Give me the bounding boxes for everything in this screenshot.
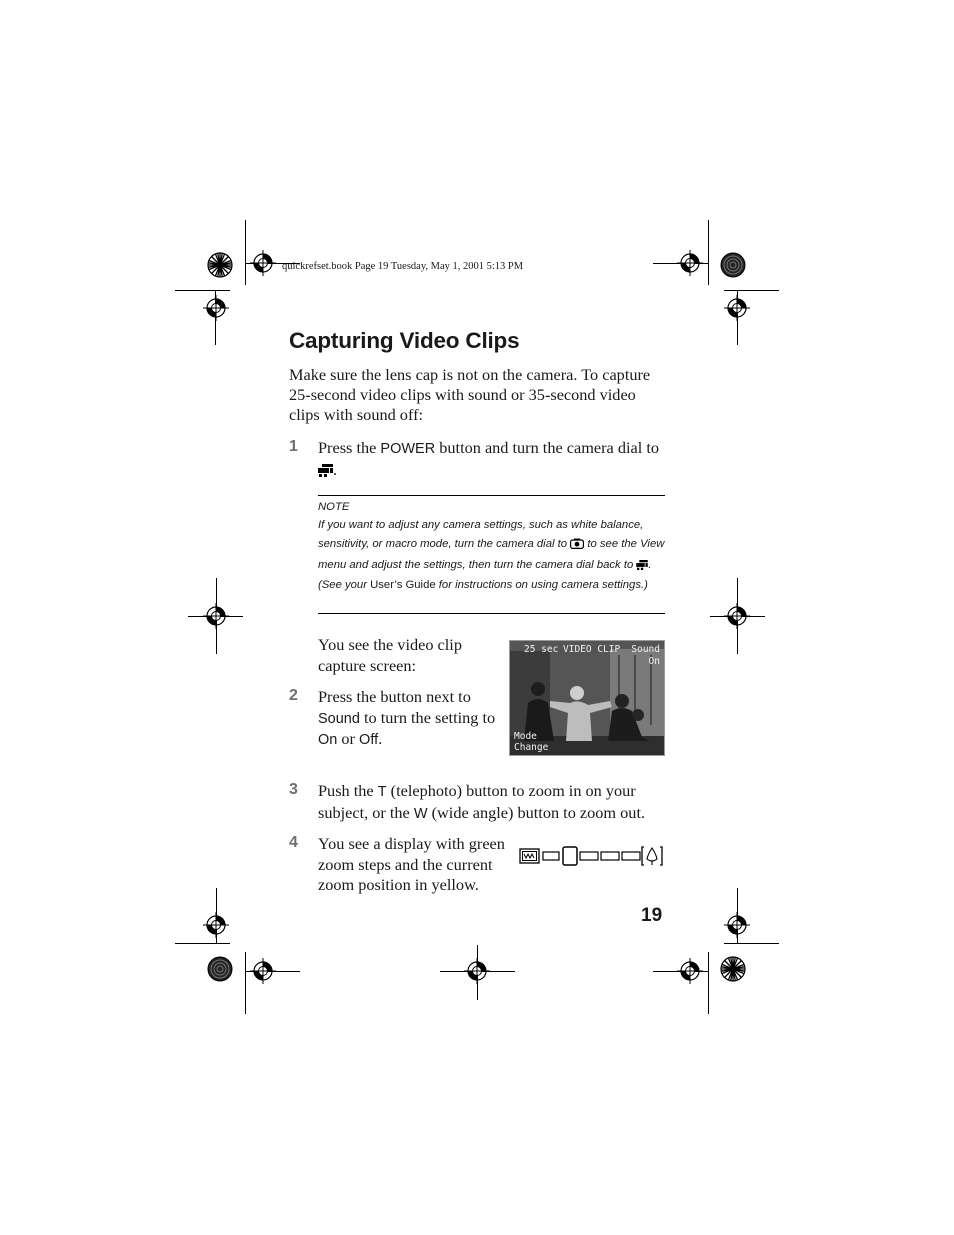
registration-target-icon [203,603,229,629]
registration-target-icon [724,912,750,938]
registration-target-icon [464,958,490,984]
step-number: 2 [289,687,298,704]
step-number: 1 [289,438,298,455]
camera-view-icon [570,537,584,556]
registration-target-icon [203,912,229,938]
page-title: Capturing Video Clips [289,328,520,353]
registration-target-icon [250,958,276,984]
osd-change-label: Change [514,742,549,753]
osd-sound-value: On [648,656,660,667]
note-body: If you want to adjust any camera settings, such as white balance, sensitivity, or macro mode, turn the camera dial to to see the View menu and adjust the settings, then turn the camera dial back to . (See your User’s Guide for instructions on using camera settings.) [318,519,665,592]
starburst-icon [721,253,745,277]
osd-mode-label: Mode [514,731,537,742]
video-dial-icon [636,558,648,577]
osd-sound-label: Sound [631,644,660,655]
video-clip-screen-image [509,640,665,756]
zoom-tele-icon [642,847,662,865]
page-number: 19 [641,905,663,926]
starburst-icon [721,957,745,981]
note-bottom-rule [318,613,665,614]
registration-target-icon [677,250,703,276]
starburst-icon [208,957,232,981]
zoom-wide-icon [520,849,539,863]
registration-target-icon [203,295,229,321]
note-top-rule [318,495,665,496]
step-text: Push the T (telephoto) button to zoom in on your subject, or the W (wide angle) button to zoom out. [318,781,646,822]
registration-target-icon [250,250,276,276]
print-header: quickrefset.book Page 19 Tuesday, May 1, 2001 5:13 PM [282,261,524,272]
osd-timer: 25 sec [524,644,559,655]
step-text: Press the POWER button and turn the camera dial to . [318,438,668,482]
note-label: NOTE [318,501,350,513]
osd-mode: VIDEO CLIP [563,644,621,655]
step-number: 4 [289,834,298,851]
registration-target-icon [677,958,703,984]
registration-target-icon [724,295,750,321]
video-dial-icon [318,462,333,483]
step-number: 3 [289,781,298,798]
intro-paragraph: Make sure the lens cap is not on the camera. To capture 25-second video clips with sound or 35-second video clips with sound off: [289,365,651,424]
zoom-bar-image [519,845,665,867]
screen-lead-text: You see the video clip capture screen: [318,635,462,675]
step-text: Press the button next to Sound to turn the setting to On or Off. [318,687,496,748]
registration-target-icon [724,603,750,629]
starburst-icon [208,253,232,277]
step-text: You see a display with green zoom steps and the current zoom position in yellow. [318,834,505,894]
